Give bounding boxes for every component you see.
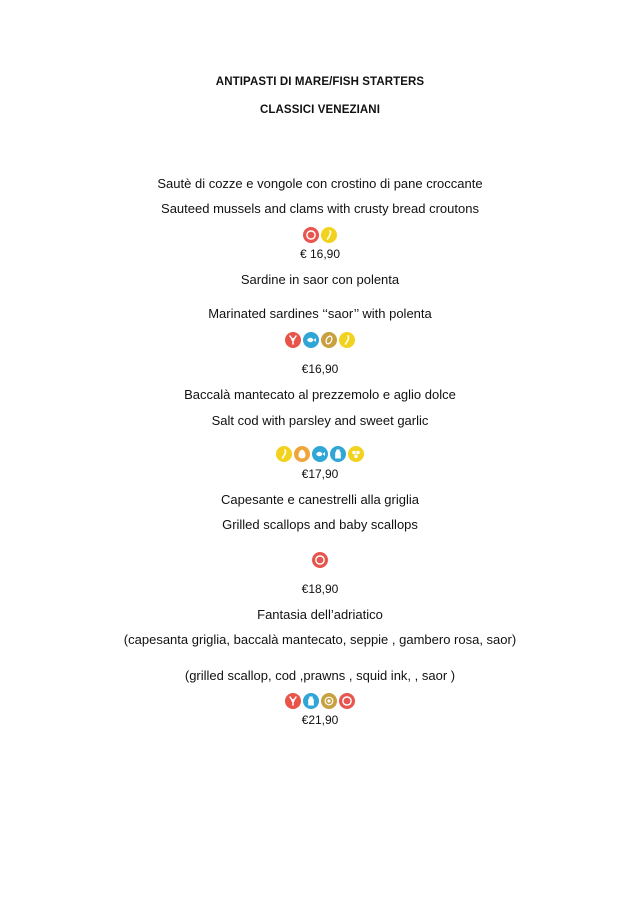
dish-name-it: Fantasia dell’adriatico <box>257 607 383 622</box>
allergen-icons <box>0 552 640 570</box>
allergen-icons <box>0 332 640 350</box>
allergen-icons <box>0 227 640 245</box>
dish-name-en: Grilled scallops and baby scallops <box>222 517 418 532</box>
mollusc-icon <box>339 693 355 709</box>
allergen-icons <box>0 693 640 711</box>
sulphite-icon <box>348 446 364 462</box>
dish-price: € 16,90 <box>299 247 341 261</box>
page-title: ANTIPASTI DI MARE/FISH STARTERS <box>215 76 425 88</box>
allergen-icons <box>0 446 640 464</box>
dish-name-it: Capesante e canestrelli alla griglia <box>220 492 419 507</box>
dish-price: €17,90 <box>301 467 339 481</box>
dish-name-it: Sardine in saor con polenta <box>240 272 400 287</box>
dish-price: €18,90 <box>301 582 339 596</box>
gluten-icon <box>321 227 337 243</box>
dish-name-en: (grilled scallop, cod ,prawns , squid ink, , saor ) <box>184 668 456 683</box>
mustard-icon <box>321 693 337 709</box>
milk-icon <box>303 693 319 709</box>
dish-name-en: Marinated sardines ‘‘saor’’ with polenta <box>208 306 432 321</box>
fish-icon <box>303 332 319 348</box>
fish-icon <box>312 446 328 462</box>
milk-icon <box>330 446 346 462</box>
crustacean-icon <box>285 693 301 709</box>
page-subtitle: CLASSICI VENEZIANI <box>259 104 380 116</box>
egg-icon <box>294 446 310 462</box>
dish-name-it: Baccalà mantecato al prezzemolo e aglio dolce <box>184 387 456 402</box>
gluten-icon <box>276 446 292 462</box>
dish-price: €21,90 <box>301 713 339 727</box>
nuts-icon <box>321 332 337 348</box>
dish-name-en: Sauteed mussels and clams with crusty bread croutons <box>161 201 479 216</box>
dish-name-it: Sautè di cozze e vongole con crostino di pane croccante <box>157 176 483 191</box>
dish-detail-it: (capesanta griglia, baccalà mantecato, seppie , gambero rosa, saor) <box>123 632 517 647</box>
dish-name-en: Salt cod with parsley and sweet garlic <box>211 413 429 428</box>
gluten-icon <box>339 332 355 348</box>
crustacean-icon <box>285 332 301 348</box>
mollusc-icon <box>303 227 319 243</box>
mollusc-icon <box>312 552 328 568</box>
dish-price: €16,90 <box>301 362 339 376</box>
